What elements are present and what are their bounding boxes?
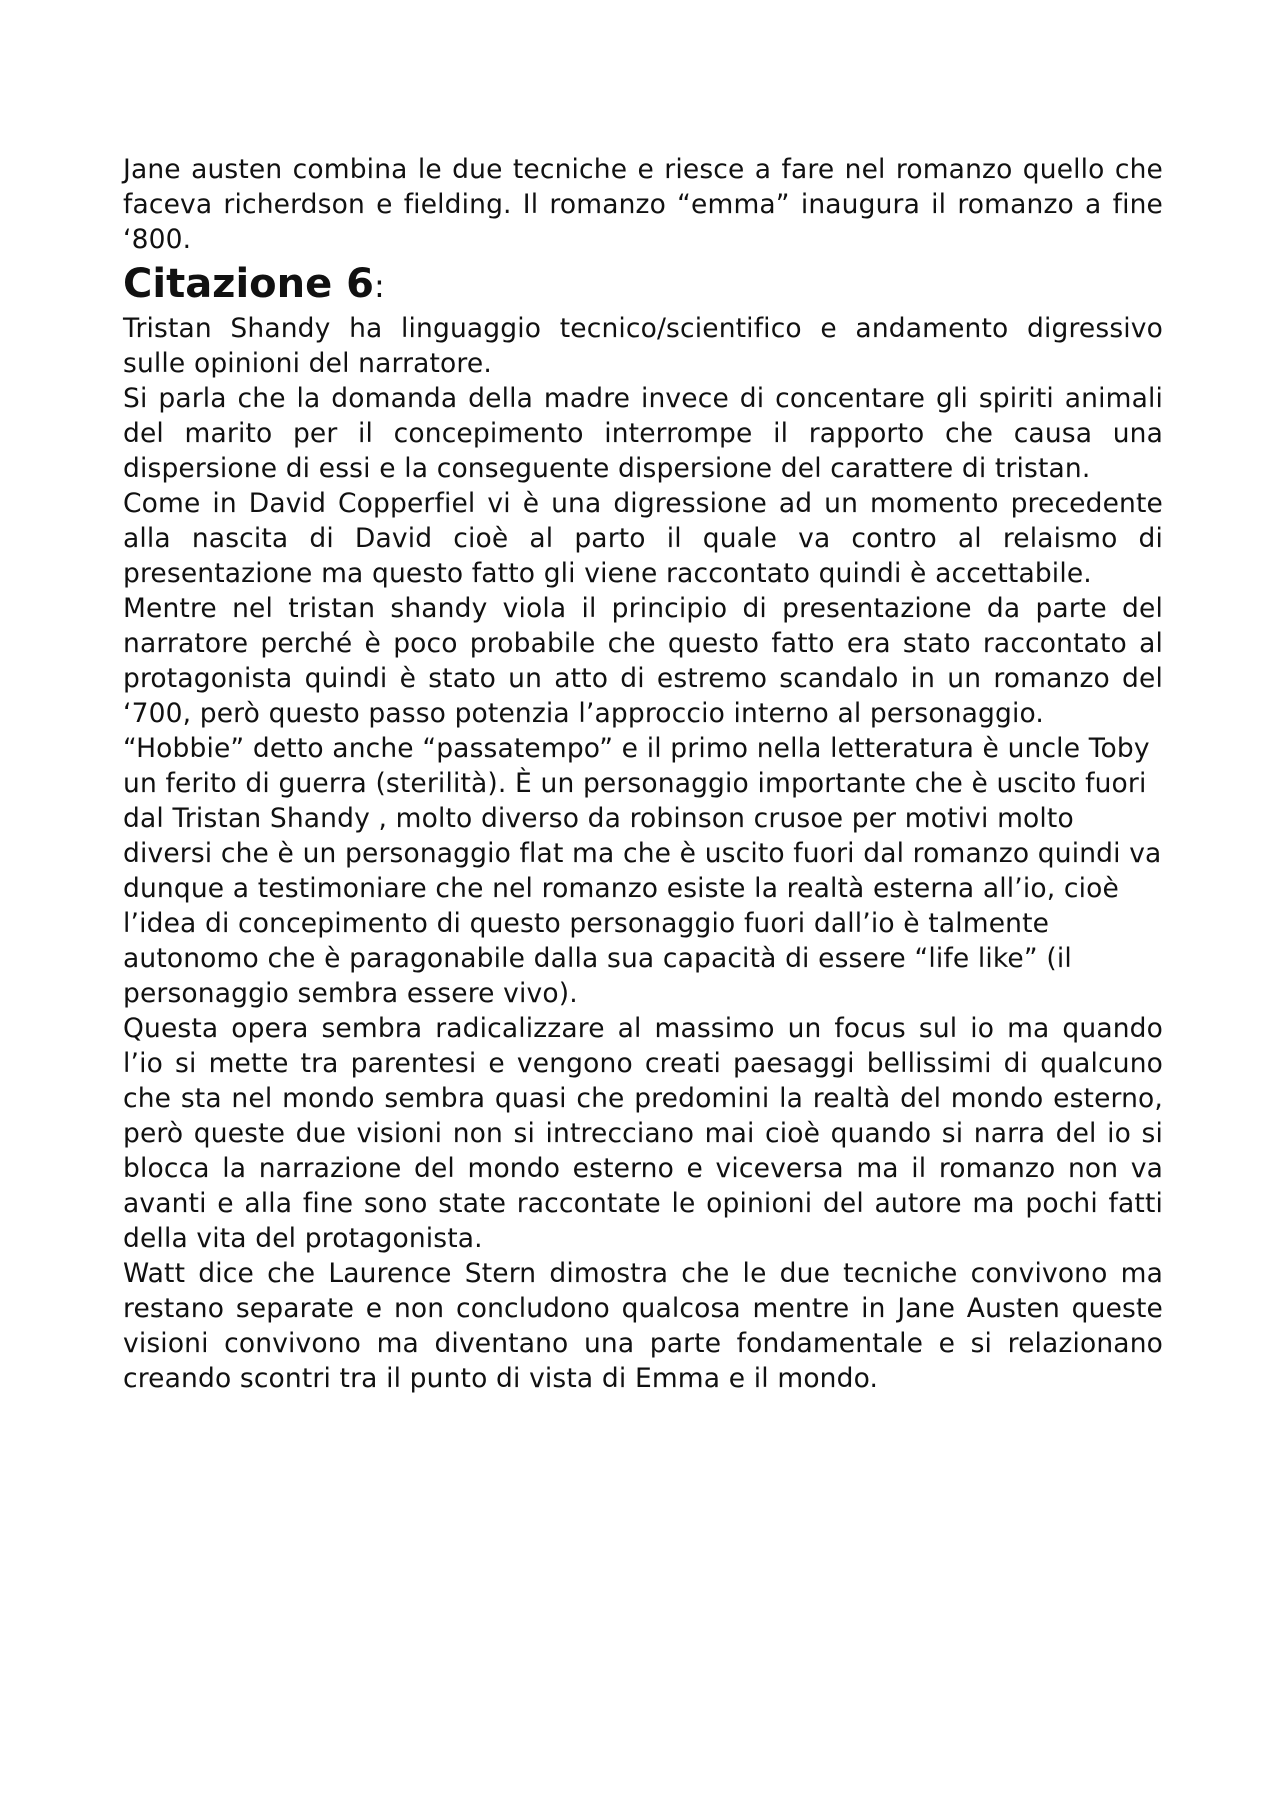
paragraph-focus-io: Questa opera sembra radicalizzare al massimo un focus sul io ma quando l’io si mette tra parentesi e vengono creati paesaggi bellissimi di qualcuno che sta nel mondo sembra quasi che predomini la realtà del mondo esterno, però queste due visioni non si intrecciano mai cioè quando si narra del io si blocca la narrazione del mondo esterno e viceversa ma il romanzo non va avanti e alla fine sono state raccontate le opinioni del autore ma pochi fatti della vita del protagonista. [123, 1013, 1163, 1254]
paragraph-tristan-shandy: Tristan Shandy ha linguaggio tecnico/scientifico e andamento digressivo sulle opinioni del narratore. [123, 313, 1163, 379]
section-heading-colon: : [374, 267, 385, 305]
section-heading [123, 259, 1163, 311]
paragraph-spiriti-animali: Si parla che la domanda della madre invece di concentare gli spiriti animali del marito per il concepimento interrompe il rapporto che causa una dispersione di essi e la conseguente dispersione del carattere di tristan. [123, 383, 1163, 484]
intro-paragraph: Jane austen combina le due tecniche e riesce a fare nel romanzo quello che faceva richerdson e fielding. Il romanzo “emma” inaugura il romanzo a fine ‘800. [123, 154, 1163, 255]
paragraph-david-copperfield: Come in David Copperfiel vi è una digressione ad un momento precedente alla nascita di David cioè al parto il quale va contro al relaismo di presentazione ma questo fatto gli viene raccontato quindi è accettabile. [123, 488, 1163, 589]
paragraph-principio-presentazione: Mentre nel tristan shandy viola il principio di presentazione da parte del narratore perché è poco probabile che questo fatto era stato raccontato al protagonista quindi è stato un atto di estremo scandalo in un romanzo del ‘700, però questo passo potenzia l’approccio interno al personaggio. [123, 593, 1163, 729]
paragraph-hobbie: “Hobbie” detto anche “passatempo” e il primo nella letteratura è uncle Toby un ferito di guerra (sterilità). È un personaggio importante che è uscito fuori dal Tristan Shandy , molto diverso da robinson crusoe per motivi molto diversi che è un personaggio flat ma che è uscito fuori dal romanzo quindi va dunque a testimoniare che nel romanzo esiste la realtà esterna all’io, cioè l’idea di concepimento di questo personaggio fuori dall’io è talmente autonomo che è paragonabile dalla sua capacità di essere “life like” (il personaggio sembra essere vivo). [123, 733, 1162, 1009]
section-heading-text: Citazione 6 [123, 261, 375, 307]
paragraph-watt: Watt dice che Laurence Stern dimostra che le due tecniche convivono ma restano separate e non concludono qualcosa mentre in Jane Austen queste visioni convivono ma diventano una parte fondamentale e si relazionano creando scontri tra il punto di vista di Emma e il mondo. [123, 1258, 1163, 1394]
document-page [123, 152, 1163, 1396]
